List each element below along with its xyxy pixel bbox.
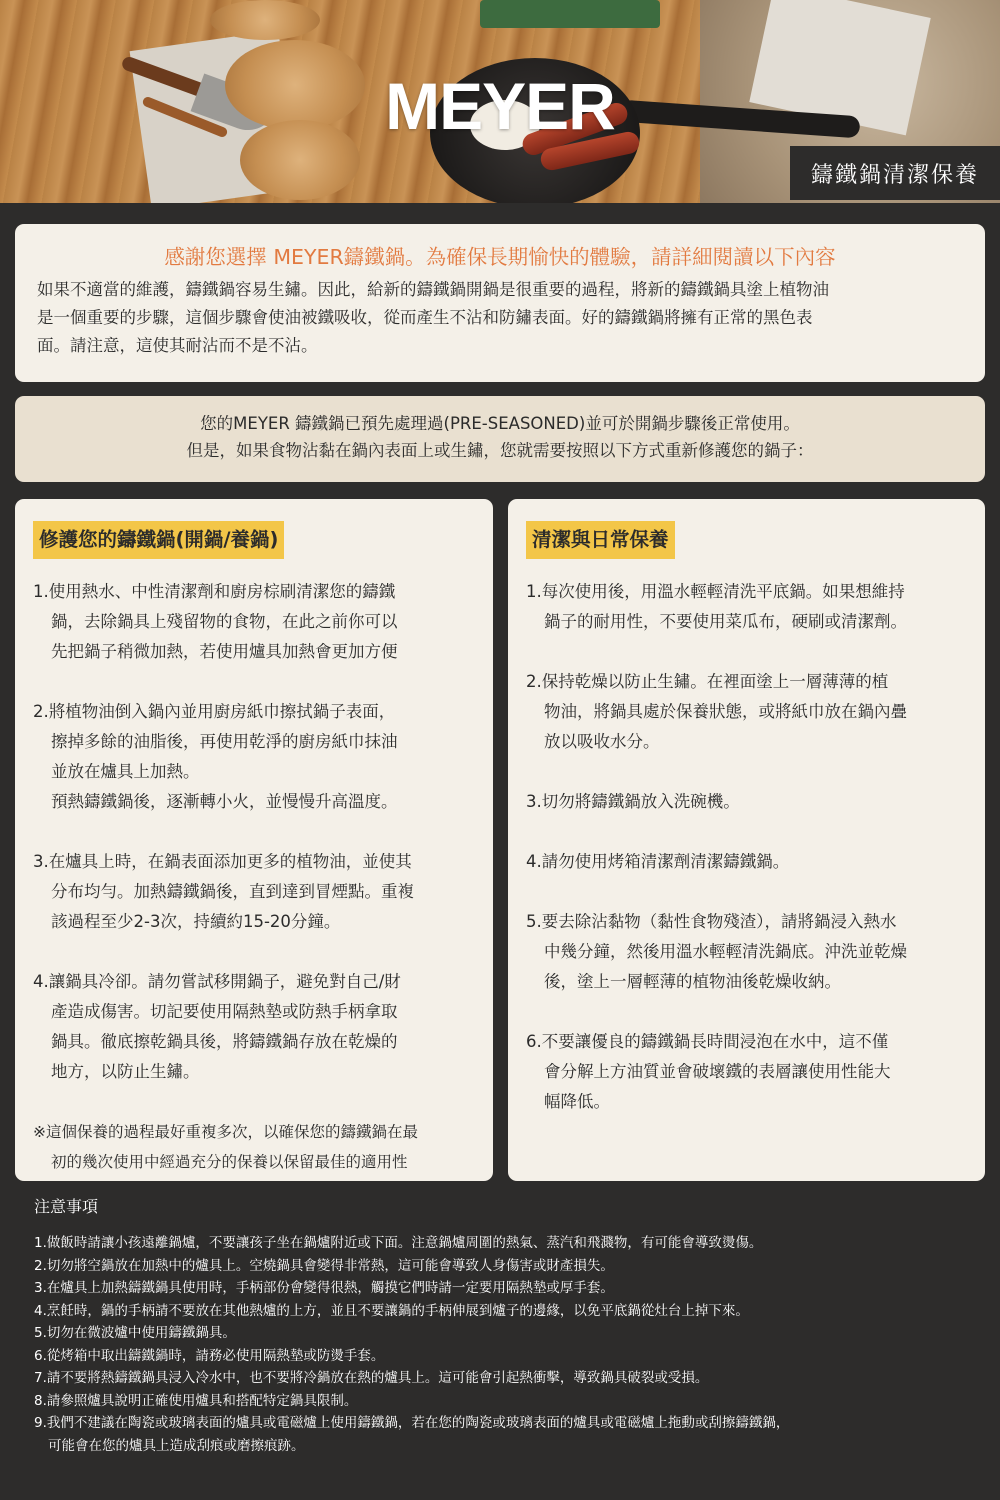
step-line: 擦掉多餘的油脂後，再使用乾淨的廚房紙巾抹油	[51, 732, 398, 751]
safety-note: 8.請參照爐具說明正確使用爐具和搭配特定鍋具限制。	[34, 1392, 358, 1409]
safety-note: 5.切勿在微波爐中使用鑄鐵鍋具。	[34, 1325, 236, 1341]
cleaning-heading: 清潔與日常保養	[526, 521, 675, 559]
notice-line: 您的MEYER 鑄鐵鍋已預先處理過(PRE-SEASONED)並可於開鍋步驟後正常使用。	[200, 414, 800, 433]
notice-line: 但是，如果食物沾黏在鍋內表面上或生鏽，您就需要按照以下方式重新修護您的鍋子：	[186, 441, 814, 460]
brand-logo: MEYER	[385, 69, 615, 143]
camping-stove-image	[480, 0, 660, 28]
safety-note: 7.請不要將熱鑄鐵鍋具浸入冷水中，也不要將冷鍋放在熱的爐具上。這可能會引起熱衝擊，導致鍋具破裂或受損。	[34, 1370, 709, 1386]
step-line: 地方，以防止生鏽。	[51, 1062, 200, 1081]
safety-notes-title: 注意事項	[34, 1197, 99, 1216]
step-line: 1.每次使用後，用溫水輕輕清洗平底鍋。如果想維持	[526, 582, 905, 601]
page-title-badge: 鑄鐵鍋清潔保養	[790, 146, 1000, 200]
cleaning-step	[526, 907, 967, 997]
seasoning-section	[15, 499, 493, 1181]
step-line: 會分解上方油質並會破壞鐵的表層讓使用性能大	[544, 1062, 891, 1081]
step-line: 中幾分鐘，然後用溫水輕輕清洗鍋底。沖洗並乾燥	[544, 942, 907, 961]
cleaning-step	[526, 1027, 967, 1117]
intro-card	[15, 224, 985, 382]
safety-notes	[34, 1196, 974, 1457]
step-line: 先把鍋子稍微加熱，若使用爐具加熱會更加方便	[51, 642, 398, 661]
intro-title: 感謝您選擇 MEYER鑄鐵鍋。為確保長期愉快的體驗，請詳細閱讀以下內容	[164, 245, 836, 269]
wooden-plate-image	[210, 0, 320, 40]
safety-note: 4.烹飪時，鍋的手柄請不要放在其他熱爐的上方，並且不要讓鍋的手柄伸展到爐子的邊緣，以免平底鍋從灶台上掉下來。	[34, 1302, 749, 1319]
seasoning-remark	[33, 1117, 475, 1177]
hero-photo	[0, 0, 1000, 203]
step-line: 該過程至少2-3次，持續約15-20分鐘。	[51, 912, 341, 931]
seasoning-step	[33, 577, 475, 667]
seasoning-step	[33, 847, 475, 937]
step-line: 產造成傷害。切記要使用隔熱墊或防熱手柄拿取	[51, 1002, 398, 1021]
step-line: 並放在爐具上加熱。	[51, 762, 200, 781]
intro-body	[37, 276, 963, 360]
step-line: 鍋，去除鍋具上殘留物的食物，在此之前你可以	[51, 612, 398, 631]
step-line: 放以吸收水分。	[544, 732, 660, 751]
cleaning-step	[526, 667, 967, 757]
step-line: 鍋子的耐用性，不要使用菜瓜布，硬刷或清潔劑。	[544, 612, 907, 631]
seasoning-heading: 修護您的鑄鐵鍋(開鍋/養鍋)	[33, 521, 284, 559]
safety-note-line: 可能會在您的爐具上造成刮痕或磨擦痕跡。	[48, 1437, 305, 1454]
step-line: 物油，將鍋具處於保養狀態，或將紙巾放在鍋內疊	[544, 702, 907, 721]
safety-note	[34, 1412, 974, 1457]
seasoning-step	[33, 967, 475, 1087]
cleaning-section	[508, 499, 985, 1181]
step-line: 4.讓鍋具冷卻。請勿嘗試移開鍋子，避免對自己/財	[33, 972, 401, 991]
safety-note: 2.切勿將空鍋放在加熱中的爐具上。空燒鍋具會變得非常熱，這可能會導致人身傷害或財產損失。	[34, 1257, 614, 1274]
step-line: 2.保持乾燥以防止生鏽。在裡面塗上一層薄薄的植	[526, 672, 889, 691]
step-line: 鍋具。徹底擦乾鍋具後，將鑄鐵鍋存放在乾燥的	[51, 1032, 398, 1051]
safety-note: 6.從烤箱中取出鑄鐵鍋時，請務必使用隔熱墊或防燙手套。	[34, 1347, 385, 1364]
cleaning-step	[526, 847, 967, 877]
step-line: 1.使用熱水、中性清潔劑和廚房棕刷清潔您的鑄鐵	[33, 582, 396, 601]
safety-note: 3.在爐具上加熱鑄鐵鍋具使用時，手柄部份會變得很熱，觸摸它們時請一定要用隔熱墊或厚手套。	[34, 1280, 614, 1296]
step-line: 2.將植物油倒入鍋內並用廚房紙巾擦拭鍋子表面，	[33, 702, 396, 721]
step-line: 後，塗上一層輕薄的植物油後乾燥收納。	[544, 972, 841, 991]
cleaning-step	[526, 787, 967, 817]
safety-note: 1.做飯時請讓小孩遠離鍋爐，不要讓孩子坐在鍋爐附近或下面。注意鍋爐周圍的熱氣、蒸汽和飛濺物，有可能會導致燙傷。	[34, 1235, 763, 1251]
intro-line: 是一個重要的步驟，這個步驟會使油被鐵吸收，從而產生不沾和防鏽表面。好的鑄鐵鍋將擁有正常的黑色表	[37, 308, 813, 327]
step-line: 5.要去除沾黏物（黏性食物殘渣），請將鍋浸入熱水	[526, 912, 897, 931]
safety-note-line: 9.我們不建議在陶瓷或玻璃表面的爐具或電磁爐上使用鑄鐵鍋，若在您的陶瓷或玻璃表面的爐具或電磁爐上拖動或刮擦鑄鐵鍋，	[34, 1415, 790, 1431]
step-line: 分布均勻。加熱鑄鐵鍋後，直到達到冒煙點。重複	[51, 882, 414, 901]
step-line: 幅降低。	[544, 1092, 610, 1111]
pre-seasoned-notice	[15, 396, 985, 482]
step-line: 4.請勿使用烤箱清潔劑清潔鑄鐵鍋。	[526, 852, 790, 871]
remark-line: ※這個保養的過程最好重複多次，以確保您的鑄鐵鍋在最	[33, 1123, 418, 1141]
intro-line: 面。請注意，這使其耐沾而不是不沾。	[37, 336, 318, 355]
step-line: 6.不要讓優良的鑄鐵鍋長時間浸泡在水中，這不僅	[526, 1032, 889, 1051]
intro-line: 如果不適當的維護，鑄鐵鍋容易生鏽。因此，給新的鑄鐵鍋開鍋是很重要的過程，將新的鑄鐵鍋具塗上植物油	[37, 280, 829, 299]
step-line: 3.在爐具上時，在鍋表面添加更多的植物油，並使其	[33, 852, 412, 871]
remark-line: 初的幾次使用中經過充分的保養以保留最佳的適用性	[51, 1153, 408, 1171]
step-line: 預熱鑄鐵鍋後，逐漸轉小火，並慢慢升高溫度。	[51, 792, 398, 811]
seasoning-step	[33, 697, 475, 817]
step-line: 3.切勿將鑄鐵鍋放入洗碗機。	[526, 792, 740, 811]
cleaning-step	[526, 577, 967, 637]
